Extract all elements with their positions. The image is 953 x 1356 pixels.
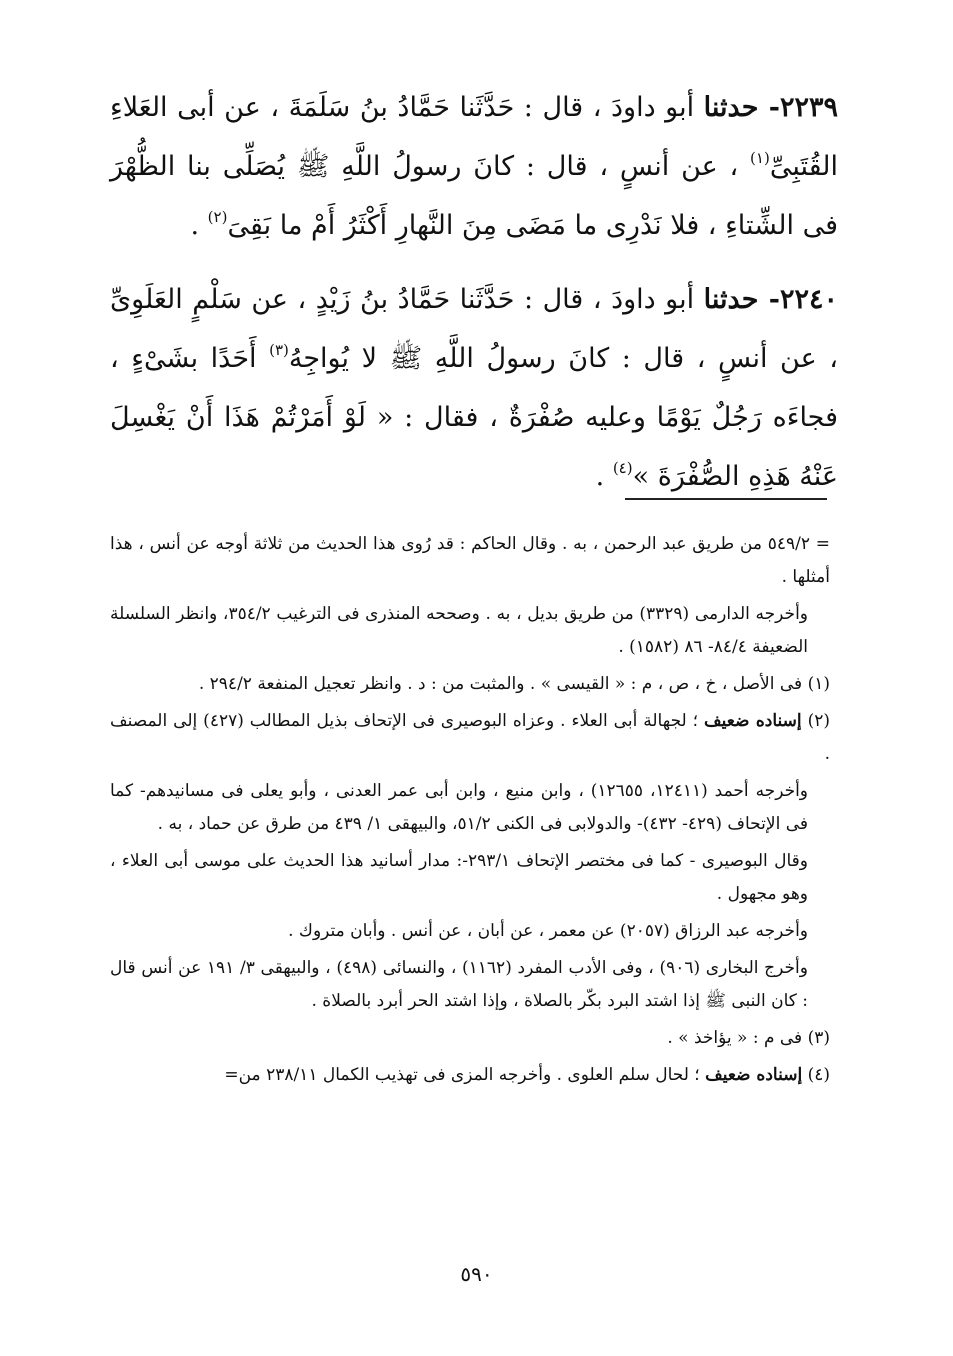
hadith-2240	[110, 270, 838, 506]
hadith-text: أبو داودَ ، قال : حَدَّثَنا حَمَّادُ بنُ زَيْدٍ ، عن سَلْمٍ العَلَوِىِّ ، عن أنسٍ ، قال : كانَ رسولُ اللَّهِ ﷺ لا يُواجِهُ	[110, 284, 838, 374]
footnote-paragraph: وقال البوصيرى - كما فى مختصر الإتحاف ٢٩٣/١-: مدار أسانيد هذا الحديث على موسى أبى العلاء ، وهو مجهول .	[110, 851, 808, 904]
footnote-label: (٤)	[802, 1065, 830, 1085]
hadith-text: ، عن أنسٍ ، قال : كانَ رسولُ اللَّهِ ﷺ يُصَلِّى بنا الظُّهْرَ فى الشِّتاءِ ، فلا نَدْرِى ما مَضَى مِنَ النَّهارِ أَكْثَرُ أَمْ ما بَقِىَ	[110, 151, 838, 241]
hadith-dash: -	[758, 284, 780, 315]
footnote-continuation: = ٥٤٩/٢ من طريق عبد الرحمن ، به . وقال الحاكم : قد رُوى هذا الحديث من ثلاثة أوجه عن أنس ، هذا أمثلها .	[110, 534, 830, 587]
main-text	[110, 78, 838, 521]
hadith-text: أبو داودَ ، قال : حَدَّثَنا حَمَّادُ بنُ سَلَمَةَ ، عن أبى العَلاءِ القُتَبِىِّ	[110, 92, 838, 182]
footnote-4	[110, 1059, 830, 1092]
footnote-text: ؛ لحال سلم العلوى . وأخرجه المزى فى تهذيب الكمال ٢٣٨/١١ من=	[224, 1065, 706, 1085]
hadith-number: ٢٢٣٩	[779, 92, 838, 123]
footnote-ref: (٢)	[207, 208, 228, 226]
footnote-verdict: إسناده ضعيف	[705, 1065, 803, 1085]
footnote-1: (١) فى الأصل ، خ ، ص ، م : « القيسى » . والمثبت من : د . وانظر تعجيل المنفعة ٢٩٤/٢ .	[198, 674, 830, 694]
footnote-paragraph: وأخرجه عبد الرزاق (٢٠٥٧) عن معمر ، عن أبان ، عن أنس . وأبان متروك .	[288, 921, 808, 941]
hadith-text: .	[595, 461, 613, 492]
footnote-paragraph: وأخرجه أحمد (١٢٤١١، ١٢٦٥٥) ، وابن منيع ، وابن أبى عمر العدنى ، وأبو يعلى فى مسانيدهم- كما فى الإتحاف (٤٢٩- ٤٣٢)- والدولابى فى الكنى ٥١/٢، والبيهقى ١/ ٤٣٩ من طرق عن حماد ، به .	[110, 781, 809, 834]
footnote-paragraph: وأخرج البخارى (٩٠٦) ، وفى الأدب المفرد (١١٦٢) ، والنسائى (٤٩٨) ، والبيهقى ٣/ ١٩١ عن أنس قال : كان النبى ﷺ إذا اشتد البرد بكّر بالصلاة ، وإذا اشتد الحر أبرد بالصلاة .	[110, 958, 808, 1011]
footnote-verdict: إسناده ضعيف	[704, 711, 802, 731]
page-number: ٥٩٠	[460, 1262, 493, 1286]
hadith-text: .	[190, 210, 208, 241]
footnote-paragraph: وأخرجه الدارمى (٣٣٢٩) من طريق بديل ، به . وصححه المنذرى فى الترغيب ٣٥٤/٢، وانظر السلسلة الضعيفة ٨٤/٤- ٨٦ (١٥٨٢) .	[110, 604, 809, 657]
footnote-ref: (٤)	[612, 459, 633, 477]
hadith-lead: حدثنا	[703, 284, 759, 315]
footnote-3: (٣) فى م : « يؤاخذ » .	[667, 1028, 830, 1048]
footnotes	[110, 528, 830, 1096]
footnote-separator	[625, 498, 827, 500]
footnote-text: ؛ لجهالة أبى العلاء . وعزاه البوصيرى فى الإتحاف بذيل المطالب (٤٢٧) إلى المصنف .	[110, 711, 830, 764]
footnote-2	[110, 705, 830, 771]
hadith-2239	[110, 78, 838, 255]
footnote-ref: (٣)	[269, 341, 289, 359]
footnote-ref: (١)	[750, 149, 770, 167]
hadith-dash: -	[758, 92, 780, 123]
footnote-label: (٢)	[801, 711, 830, 731]
hadith-text: أَحَدًا بشَىْءٍ ، فجاءَه رَجُلٌ يَوْمًا وعليه صُفْرَةٌ ، فقال : « لَوْ أَمَرْتُمْ هَذَا أَنْ يَغْسِلَ عَنْهُ هَذِهِ الصُّفْرَةَ »	[110, 343, 838, 492]
hadith-number: ٢٢٤٠	[779, 284, 838, 315]
hadith-lead: حدثنا	[703, 92, 759, 123]
